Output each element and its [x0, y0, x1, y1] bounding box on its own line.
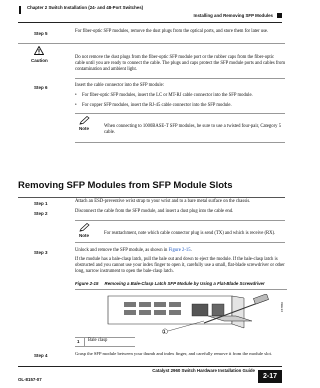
note-1-text: When connecting to 1000BASE-T SFP modules, be sure to use a twisted four-pair, Category 5 cable. — [104, 124, 282, 136]
removal-step-1-label: Step 1 — [34, 201, 48, 206]
header-square — [277, 13, 282, 18]
footer-doc-number: OL-8157-07 — [18, 377, 42, 382]
step-6-bullet-fiber: • For fiber-optic SFP modules, insert the LC or MT-RJ cable connector into the SFP module. — [82, 93, 253, 99]
step-3-line1 — [75, 248, 287, 254]
caution-text: Do not remove the dust plugs from the fiber-optic SFP module port or the rubber caps from the fiber-optic cable until you are ready to connect the cable. The plugs and caps protect the SFP module ports and cables from contamination and ambient light. — [75, 55, 285, 73]
note-1-label: Note — [79, 126, 89, 131]
step-3-label: Step 3 — [34, 250, 48, 255]
steps-top-rule — [18, 197, 285, 198]
chapter-title: Chapter 2 Switch Installation (24- and 48-Port Switches) — [27, 5, 144, 10]
figure-caption — [75, 281, 265, 286]
caution-label: Caution — [31, 58, 48, 63]
legend-text: Bale clasp — [88, 338, 108, 343]
header-bar — [19, 6, 21, 14]
note-2-top-rule — [75, 220, 285, 221]
caution-bottom-rule — [75, 78, 285, 79]
step-3-text: Unlock and remove the SFP module, as shown in — [75, 248, 169, 253]
figure-title: Removing a Bale-Clasp Latch SFP Module by Using a Flat-Blade Screwdriver — [104, 281, 265, 286]
figure-callout-1: 1 — [163, 329, 166, 334]
header-rule — [18, 22, 282, 23]
caution-top-rule — [18, 43, 285, 44]
removal-step-2-text: Disconnect the cable from the SFP module, and insert a dust plug into the cable end. — [75, 209, 234, 214]
footer-title: Catalyst 2960 Switch Hardware Installation Guide — [152, 368, 255, 373]
step-5-text: For fiber-optic SFP modules, remove the dust plugs from the optical ports, and store them for later use. — [75, 29, 269, 34]
footer-rule — [18, 366, 282, 367]
note-1-top-rule — [75, 113, 285, 114]
note-2-text: For reattachment, note which cable connector plug is send (TX) and which is receive (RX). — [104, 231, 276, 236]
step-3-period: . — [190, 248, 192, 253]
note-2-label: Note — [79, 233, 89, 238]
section-header: Installing and Removing SFP Modules — [193, 13, 273, 18]
page-number: 2-17 — [258, 370, 282, 383]
step-3-detail: If the module has a bale-clasp latch, pull the bale out and down to eject the module. If the bale-clasp latch is obstructed and you cannot use your index finger to open it, carefully use a small, flat-blade screwdriver or other long, narrow instrument to open the bale-clasp latch. — [75, 257, 285, 275]
figure-id: 157850 — [280, 301, 285, 313]
figure-number: Figure 2-15 — [75, 281, 99, 286]
step-6-text: Insert the cable connector into the SFP module: — [75, 83, 164, 88]
figure-rule — [75, 289, 287, 290]
figure-2-15-link[interactable]: Figure 2-15 — [168, 248, 191, 253]
sfp-removal-illustration — [104, 294, 274, 334]
note-2-bottom-rule — [75, 242, 285, 243]
removal-step-1-text: Attach an ESD-preventive wrist strap to your wrist and to a bare metal surface on the chassis. — [75, 199, 251, 204]
step-6-label: Step 6 — [34, 85, 48, 90]
legend-number: 1 — [77, 339, 80, 344]
note-1-bottom-rule — [75, 142, 285, 143]
step-4-text: Grasp the SFP module between your thumb and index finger, and carefully remove it from the module slot. — [75, 351, 273, 356]
warning-icon — [34, 46, 44, 55]
note-pencil-icon — [79, 223, 90, 232]
step-6-bullet-copper: • For copper SFP modules, insert the RJ-45 cable connector into the SFP module. — [82, 103, 232, 109]
removal-step-2-label: Step 2 — [34, 211, 48, 216]
step-5-label: Step 5 — [34, 31, 48, 36]
step-4-label: Step 4 — [34, 353, 48, 358]
legend-bottom-rule — [75, 346, 135, 347]
section-title: Removing SFP Modules from SFP Module Slots — [18, 180, 233, 191]
note-pencil-icon — [79, 116, 90, 125]
legend-divider — [84, 338, 85, 346]
